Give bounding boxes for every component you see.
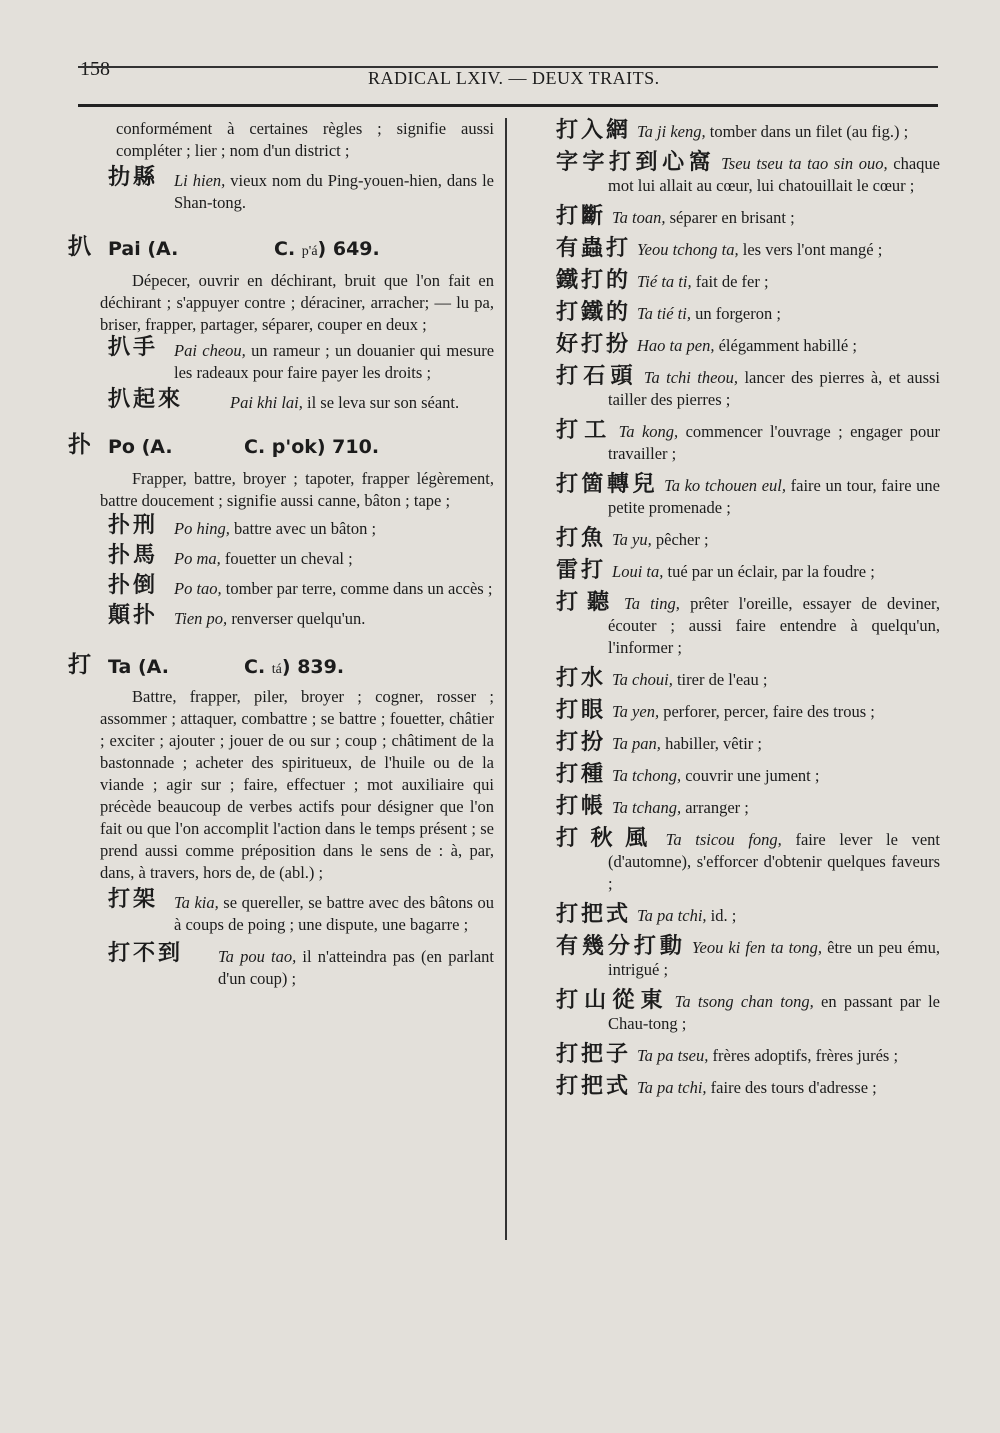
compound-entry (548, 206, 940, 229)
ref-pron: tá (271, 662, 282, 677)
entry-definition: tomber dans un filet (au fig.) ; (709, 122, 909, 141)
headword-text: Pai (A. (108, 238, 179, 260)
compound-entry (548, 366, 940, 411)
entry-hanzi: 打斷 (556, 204, 607, 229)
compound-entry (548, 668, 940, 691)
compound-entry (548, 828, 940, 895)
entry-romanization: Po hing, (174, 519, 230, 538)
entry-definition: il se leva sur son séant. (307, 393, 460, 412)
compound-entry (548, 1044, 940, 1067)
entry-definition: couvrir une jument ; (685, 766, 820, 785)
entry-definition: commencer l'ouvrage ; engager pour travailler ; (608, 422, 940, 463)
entry-definition: tué par un éclair, par la foudre ; (667, 562, 875, 581)
entry-definition: prêter l'oreille, essayer de deviner, écouter ; aussi faire entendre à quelqu'un, l'informer ; (608, 594, 941, 657)
compound-entry (548, 936, 940, 981)
entry-definition: arranger ; (685, 798, 749, 817)
compound-entry (548, 700, 940, 723)
entry-definition: frères adoptifs, frères jurés ; (712, 1046, 899, 1065)
entry-definition: id. ; (710, 906, 737, 925)
entry-hanzi: 扒起來 (108, 387, 184, 412)
headword-hanzi: 打 (68, 652, 91, 678)
intro-text: conformément à certaines règles ; signifie aussi compléter ; lier ; nom d'un district ; (116, 119, 494, 160)
compound-entry (100, 165, 495, 214)
entry-definition: un rameur ; un douanier qui mesure les radeaux pour faire payer les droits ; (174, 341, 495, 382)
entry-romanization: Po ma, (174, 549, 221, 568)
entry-romanization: Ta pa tchi, (637, 1078, 707, 1097)
entry-definition: faire des tours d'adresse ; (710, 1078, 877, 1097)
entry-romanization: Tien po, (174, 609, 228, 628)
entry-hanzi: 顛扑 (108, 603, 159, 628)
compound-entry (100, 387, 494, 414)
entry-hanzi: 打不到 (108, 941, 184, 966)
entry-hanzi: 打魚 (556, 526, 607, 551)
headword-text: Ta (A. (108, 656, 169, 678)
entry-romanization: Ta pan, (612, 734, 661, 753)
entry-definition: en passant par le Chau-tong ; (608, 992, 940, 1033)
entry-romanization: Hao ta pen, (637, 336, 715, 355)
entry-romanization: Yeou tchong ta, (637, 240, 739, 259)
entry-definition: se quereller, se battre avec des bâtons ou à coups de poing ; une dispute, une bagarre ; (174, 893, 495, 934)
compound-entry (548, 528, 940, 551)
entry-definition: vieux nom du Ping-youen-hien, dans le Shan-tong. (174, 171, 495, 212)
compound-entry (100, 543, 494, 570)
ref-c: C. (244, 656, 266, 678)
compound-entry (100, 941, 495, 990)
entry-definition: élégamment habillé ; (718, 336, 857, 355)
entry-hanzi: 字字打到心窩 (556, 150, 716, 175)
compound-entry (100, 603, 494, 630)
entry-definition: être un peu ému, intrigué ; (608, 938, 940, 979)
ref-pron: p'á (301, 244, 318, 259)
compound-entry (100, 887, 495, 936)
entry-romanization: Po tao, (174, 579, 222, 598)
entry-romanization: Ta tchi theou, (643, 368, 739, 387)
compound-entry (548, 592, 940, 659)
compound-entry (548, 120, 940, 143)
headword-text: Po (A. (108, 436, 173, 458)
entry-definition: tomber par terre, comme dans un accès ; (225, 579, 493, 598)
entry-definition: chaque mot lui allait au cœur, lui chatouillait le cœur ; (608, 154, 940, 195)
compound-entry (548, 1076, 940, 1099)
entry-romanization: Ta toan, (612, 208, 666, 227)
header-rule-bottom (78, 104, 938, 107)
entry-definition: faire lever le vent (d'automne), s'efforcer d'obtenir quelques faveurs ; (608, 830, 940, 893)
entry-hanzi: 扐縣 (108, 165, 159, 190)
compound-entry (548, 474, 940, 519)
headword-definition: Frapper, battre, broyer ; tapoter, frapper légèrement, battre doucement ; signifie aussi canne, bâton ; tape ; (100, 469, 494, 510)
headword-reference (244, 656, 344, 681)
compound-entry (548, 796, 940, 819)
entry-hanzi: 打種 (556, 762, 607, 787)
compound-entry (548, 560, 940, 583)
entry-romanization: Ta ting, (624, 594, 680, 613)
entry-hanzi: 打架 (108, 887, 159, 912)
entry-definition: pêcher ; (655, 530, 709, 549)
compound-entry (548, 302, 940, 325)
entry-definition: battre avec un bâton ; (234, 519, 377, 538)
entry-hanzi: 扑倒 (108, 573, 159, 598)
entry-hanzi: 有幾分打動 (556, 934, 686, 959)
entry-hanzi: 打水 (556, 666, 607, 691)
ref-number: ) 649. (317, 238, 380, 260)
entry-romanization: Ta tié ti, (637, 304, 691, 323)
entry-romanization: Ta tchong, (612, 766, 682, 785)
entry-definition: il n'atteindra pas (en parlant d'un coup) ; (218, 947, 495, 988)
entry-hanzi: 打秋風 (556, 826, 660, 851)
headword-hanzi: 扑 (68, 432, 91, 458)
entry-hanzi: 雷打 (556, 558, 607, 583)
entry-definition: renverser quelqu'un. (231, 609, 366, 628)
entry-definition: lancer des pierres à, et aussi tailler des pierres ; (608, 368, 940, 409)
entry-hanzi: 打眼 (556, 698, 607, 723)
entry-romanization: Tseu tseu ta tao sin ouo, (721, 154, 888, 173)
left-column (68, 118, 495, 990)
entry-hanzi: 打山從東 (556, 988, 669, 1013)
entry-definition: habiller, vêtir ; (665, 734, 762, 753)
entry-hanzi: 打把子 (556, 1042, 632, 1067)
running-header: RADICAL LXIV. — DEUX TRAITS. (368, 68, 660, 88)
column-divider (505, 118, 507, 1240)
compound-entry (548, 732, 940, 755)
entry-hanzi: 打扮 (556, 730, 607, 755)
entry-romanization: Ta kia, (174, 893, 219, 912)
entry-romanization: Yeou ki fen ta tong, (691, 938, 823, 957)
entry-definition: séparer en brisant ; (669, 208, 795, 227)
compound-entry (548, 152, 940, 197)
entry-romanization: Ta tchang, (612, 798, 682, 817)
entry-definition: fouetter un cheval ; (224, 549, 353, 568)
entry-romanization: Ta pa tchi, (637, 906, 707, 925)
entry-hanzi: 鐵打的 (556, 268, 632, 293)
entry-definition: perforer, percer, faire des trous ; (663, 702, 875, 721)
entry-hanzi: 打把式 (556, 902, 632, 927)
entry-romanization: Ta choui, (612, 670, 673, 689)
headword-definition: Dépecer, ouvrir en déchirant, bruit que l'on fait en déchirant ; s'appuyer contre ; déraciner, arracher; — lu pa, briser, frapper, partager, séparer, couper en deux ; (100, 271, 494, 334)
entry-hanzi: 扒手 (108, 335, 159, 360)
entry-definition: les vers l'ont mangé ; (742, 240, 883, 259)
entry-romanization: Ta pa tseu, (637, 1046, 709, 1065)
entry-romanization: Tié ta ti, (637, 272, 692, 291)
entry-hanzi: 打聽 (556, 590, 619, 615)
headword-ta (68, 652, 494, 686)
entry-definition: un forgeron ; (695, 304, 781, 323)
compound-entry (548, 764, 940, 787)
headword-pai (68, 234, 494, 268)
right-column (548, 120, 940, 1099)
entry-romanization: Ta tsicou fong, (665, 830, 782, 849)
headword-hanzi: 扒 (68, 234, 91, 260)
entry-definition: fait de fer ; (695, 272, 769, 291)
entry-romanization: Pai cheou, (174, 341, 246, 360)
entry-romanization: Ta tsong chan tong, (674, 992, 814, 1011)
ref-c: C. (274, 238, 296, 260)
compound-entry (548, 990, 940, 1035)
entry-hanzi: 打帳 (556, 794, 607, 819)
entry-romanization: Pai khi lai, (230, 393, 303, 412)
compound-entry (548, 334, 940, 357)
entry-romanization: Ta pou tao, (218, 947, 297, 966)
entry-romanization: Ta yu, (612, 530, 652, 549)
ref-number: ) 839. (281, 656, 345, 678)
entry-romanization: Ta yen, (612, 702, 660, 721)
compound-entry (548, 904, 940, 927)
entry-definition: tirer de l'eau ; (676, 670, 768, 689)
entry-hanzi: 打工 (556, 418, 613, 443)
headword-po (68, 432, 494, 466)
headword-reference: C. p'ok) 710. (244, 436, 380, 458)
entry-hanzi: 扑馬 (108, 543, 159, 568)
entry-hanzi: 扑刑 (108, 513, 159, 538)
headword-reference (274, 238, 380, 263)
compound-entry (100, 335, 495, 384)
entry-hanzi: 打箇轉兒 (556, 472, 659, 497)
entry-hanzi: 好打扮 (556, 332, 632, 357)
entry-romanization: Ta kong, (618, 422, 679, 441)
entry-romanization: Ta ji keng, (637, 122, 706, 141)
entry-romanization: Ta ko tchouen eul, (664, 476, 786, 495)
entry-hanzi: 打石頭 (556, 364, 638, 389)
entry-hanzi: 有蟲打 (556, 236, 632, 261)
compound-entry (100, 513, 494, 540)
entry-hanzi: 打把式 (556, 1074, 632, 1099)
compound-entry (100, 573, 494, 600)
right-entries (548, 120, 940, 1099)
entry-definition: faire un tour, faire une petite promenade ; (608, 476, 940, 517)
compound-entry (548, 270, 940, 293)
entry-hanzi: 打鐵的 (556, 300, 632, 325)
entry-romanization: Li hien, (174, 171, 226, 190)
entry-hanzi: 打入網 (556, 118, 632, 143)
headword-definition: Battre, frapper, piler, broyer ; cogner, rosser ; assommer ; attaquer, combattre ; se battre ; fouetter, châtier ; exciter ; ajouter ; jouer de ou sur ; coup ; châtiment de la bastonnade ; acheter des spiritueux, de l'huile ou de la viande ; agir sur ; faire, effectuer ; mot auxiliaire qui précède beaucoup de verbes actifs pour désigner que l'on fait ou que l'on accomplit l'action dans le temps présent ; se prend aussi comme préposition dans le sens de : à, par, dans, à travers, hors de, de (abl.) ; (100, 687, 494, 882)
compound-entry (548, 420, 940, 465)
page-number: 158 (80, 58, 110, 80)
compound-entry (548, 238, 940, 261)
entry-romanization: Loui ta, (612, 562, 664, 581)
